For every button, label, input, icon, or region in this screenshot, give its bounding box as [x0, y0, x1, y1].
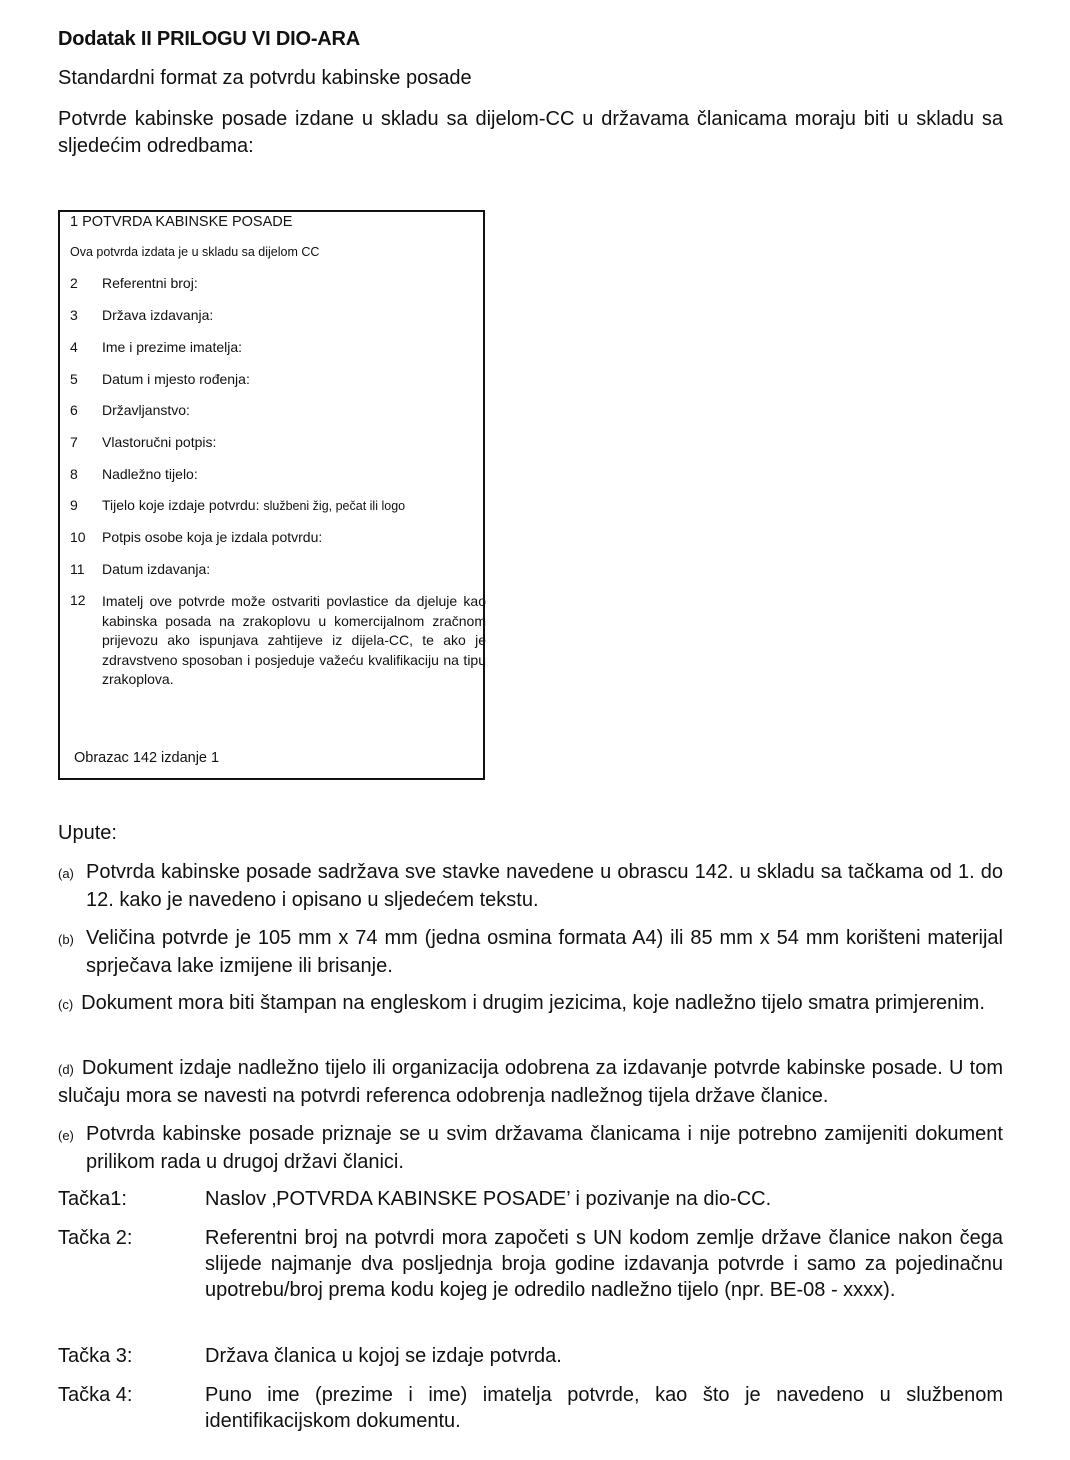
- form-field-label: Državljanstvo:: [102, 402, 190, 418]
- form-field-label: Država izdavanja:: [102, 307, 214, 323]
- point-text: Puno ime (prezime i ime) imatelja potvrde, kao što je navedeno u službenom identifikacijskom dokumentu.: [205, 1384, 1003, 1432]
- instruction-marker: (c): [58, 997, 74, 1012]
- instruction-marker: (d): [58, 1062, 74, 1077]
- form-field-label: Referentni broj:: [102, 275, 198, 291]
- instruction-marker: (e): [58, 1128, 74, 1143]
- instruction-item: [58, 925, 1003, 979]
- instruction-item: [58, 1121, 1003, 1175]
- form-field-label: Nadležno tijelo:: [102, 466, 198, 482]
- point-text: Država članica u kojoj se izdaje potvrda.: [205, 1345, 562, 1367]
- form-field-number: 7: [70, 434, 78, 450]
- form-field-label: Vlastoručni potpis:: [102, 434, 217, 450]
- point-label: Tačka 3:: [58, 1345, 133, 1367]
- point-text: Referentni broj na potvrdi mora započeti s UN kodom zemlje države članice nakon čega slijede najmanje dva posljednja broja godine izdavanja potvrde i samo za pojedinačnu upotrebu/broj prema kodu kojeg je odredilo nadležno tijelo (npr. BE-08 - xxxx).: [205, 1227, 1003, 1301]
- form-field-label: Ime i prezime imatelja:: [102, 339, 243, 355]
- form-field-number: 11: [70, 561, 85, 577]
- intro-paragraph: Potvrde kabinske posade izdane u skladu sa dijelom-CC u državama članicama moraju biti u skladu sa sljedećim odredbama:: [58, 108, 1003, 157]
- form-field-number: 9: [70, 497, 78, 513]
- instruction-marker: (b): [58, 932, 74, 947]
- instruction-item: [58, 990, 1003, 1018]
- document-heading: Dodatak II PRILOGU VI DIO-ARA: [58, 28, 361, 50]
- form-field-label: Datum izdavanja:: [102, 561, 211, 577]
- form-footer: Obrazac 142 izdanje 1: [74, 750, 220, 766]
- form-field-label: Potpis osobe koja je izdala potvrdu:: [102, 529, 323, 545]
- instruction-text: Potvrda kabinske posade priznaje se u svim državama članicama i nije potrebno zamijeniti dokument prilikom rada u drugoj državi članici.: [86, 1123, 1003, 1173]
- certificate-form-box: [58, 210, 485, 780]
- form-field-number: 8: [70, 466, 78, 482]
- point-text: Naslov ‚POTVRDA KABINSKE POSADE’ i pozivanje na dio-CC.: [205, 1188, 772, 1210]
- form-field-number: 5: [70, 371, 78, 387]
- instruction-item: [58, 859, 1003, 913]
- form-field-label: Datum i mjesto rođenja:: [102, 371, 250, 387]
- form-field-number: 4: [70, 339, 78, 355]
- form-field-number: 6: [70, 402, 78, 418]
- document-subtitle: Standardni format za potvrdu kabinske posade: [58, 67, 472, 89]
- form-field-number: 2: [70, 275, 78, 291]
- instruction-text: Dokument izdaje nadležno tijelo ili organizacija odobrena za izdavanje potvrde kabinske posade. U tom slučaju mora se navesti na potvrdi referenca odobrenja nadležnog tijela države članice.: [58, 1057, 1003, 1107]
- form-field-label: Imatelj ove potvrde može ostvariti povlastice da djeluje kao kabinska posada na zrakoplovu u komercijalnom zračnom prijevozu ako ispunjava zahtijeve iz dijela-CC, te ako je zdravstveno sposoban i posjeduje važeću kvalifikaciju na tipu zrakoplova.: [102, 593, 486, 687]
- form-field-number: 12: [70, 592, 86, 608]
- form-field-label: Tijelo koje izdaje potvrdu:: [102, 497, 260, 513]
- instructions-title: Upute:: [58, 822, 117, 844]
- point-label: Tačka 2:: [58, 1227, 133, 1249]
- form-field-number: 3: [70, 307, 78, 323]
- form-field-number: 10: [70, 529, 86, 545]
- point-label: Tačka 4:: [58, 1384, 133, 1406]
- form-field-note: službeni žig, pečat ili logo: [263, 499, 406, 513]
- form-title: 1 POTVRDA KABINSKE POSADE: [70, 214, 293, 230]
- instruction-text: Dokument mora biti štampan na engleskom i drugim jezicima, koje nadležno tijelo smatra primjerenim.: [81, 992, 985, 1014]
- point-label: Tačka1:: [58, 1188, 127, 1210]
- instruction-marker: (a): [58, 866, 74, 881]
- form-subtitle: Ova potvrda izdata je u skladu sa dijelom CC: [70, 245, 320, 259]
- instruction-text: Veličina potvrde je 105 mm x 74 mm (jedna osmina formata A4) ili 85 mm x 54 mm korišteni materijal sprječava lake izmijene ili brisanje.: [86, 927, 1003, 977]
- instruction-text: Potvrda kabinske posade sadržava sve stavke navedene u obrascu 142. u skladu sa tačkama od 1. do 12. kako je navedeno i opisano u sljedećem tekstu.: [86, 861, 1003, 911]
- instruction-item: [58, 1055, 1003, 1109]
